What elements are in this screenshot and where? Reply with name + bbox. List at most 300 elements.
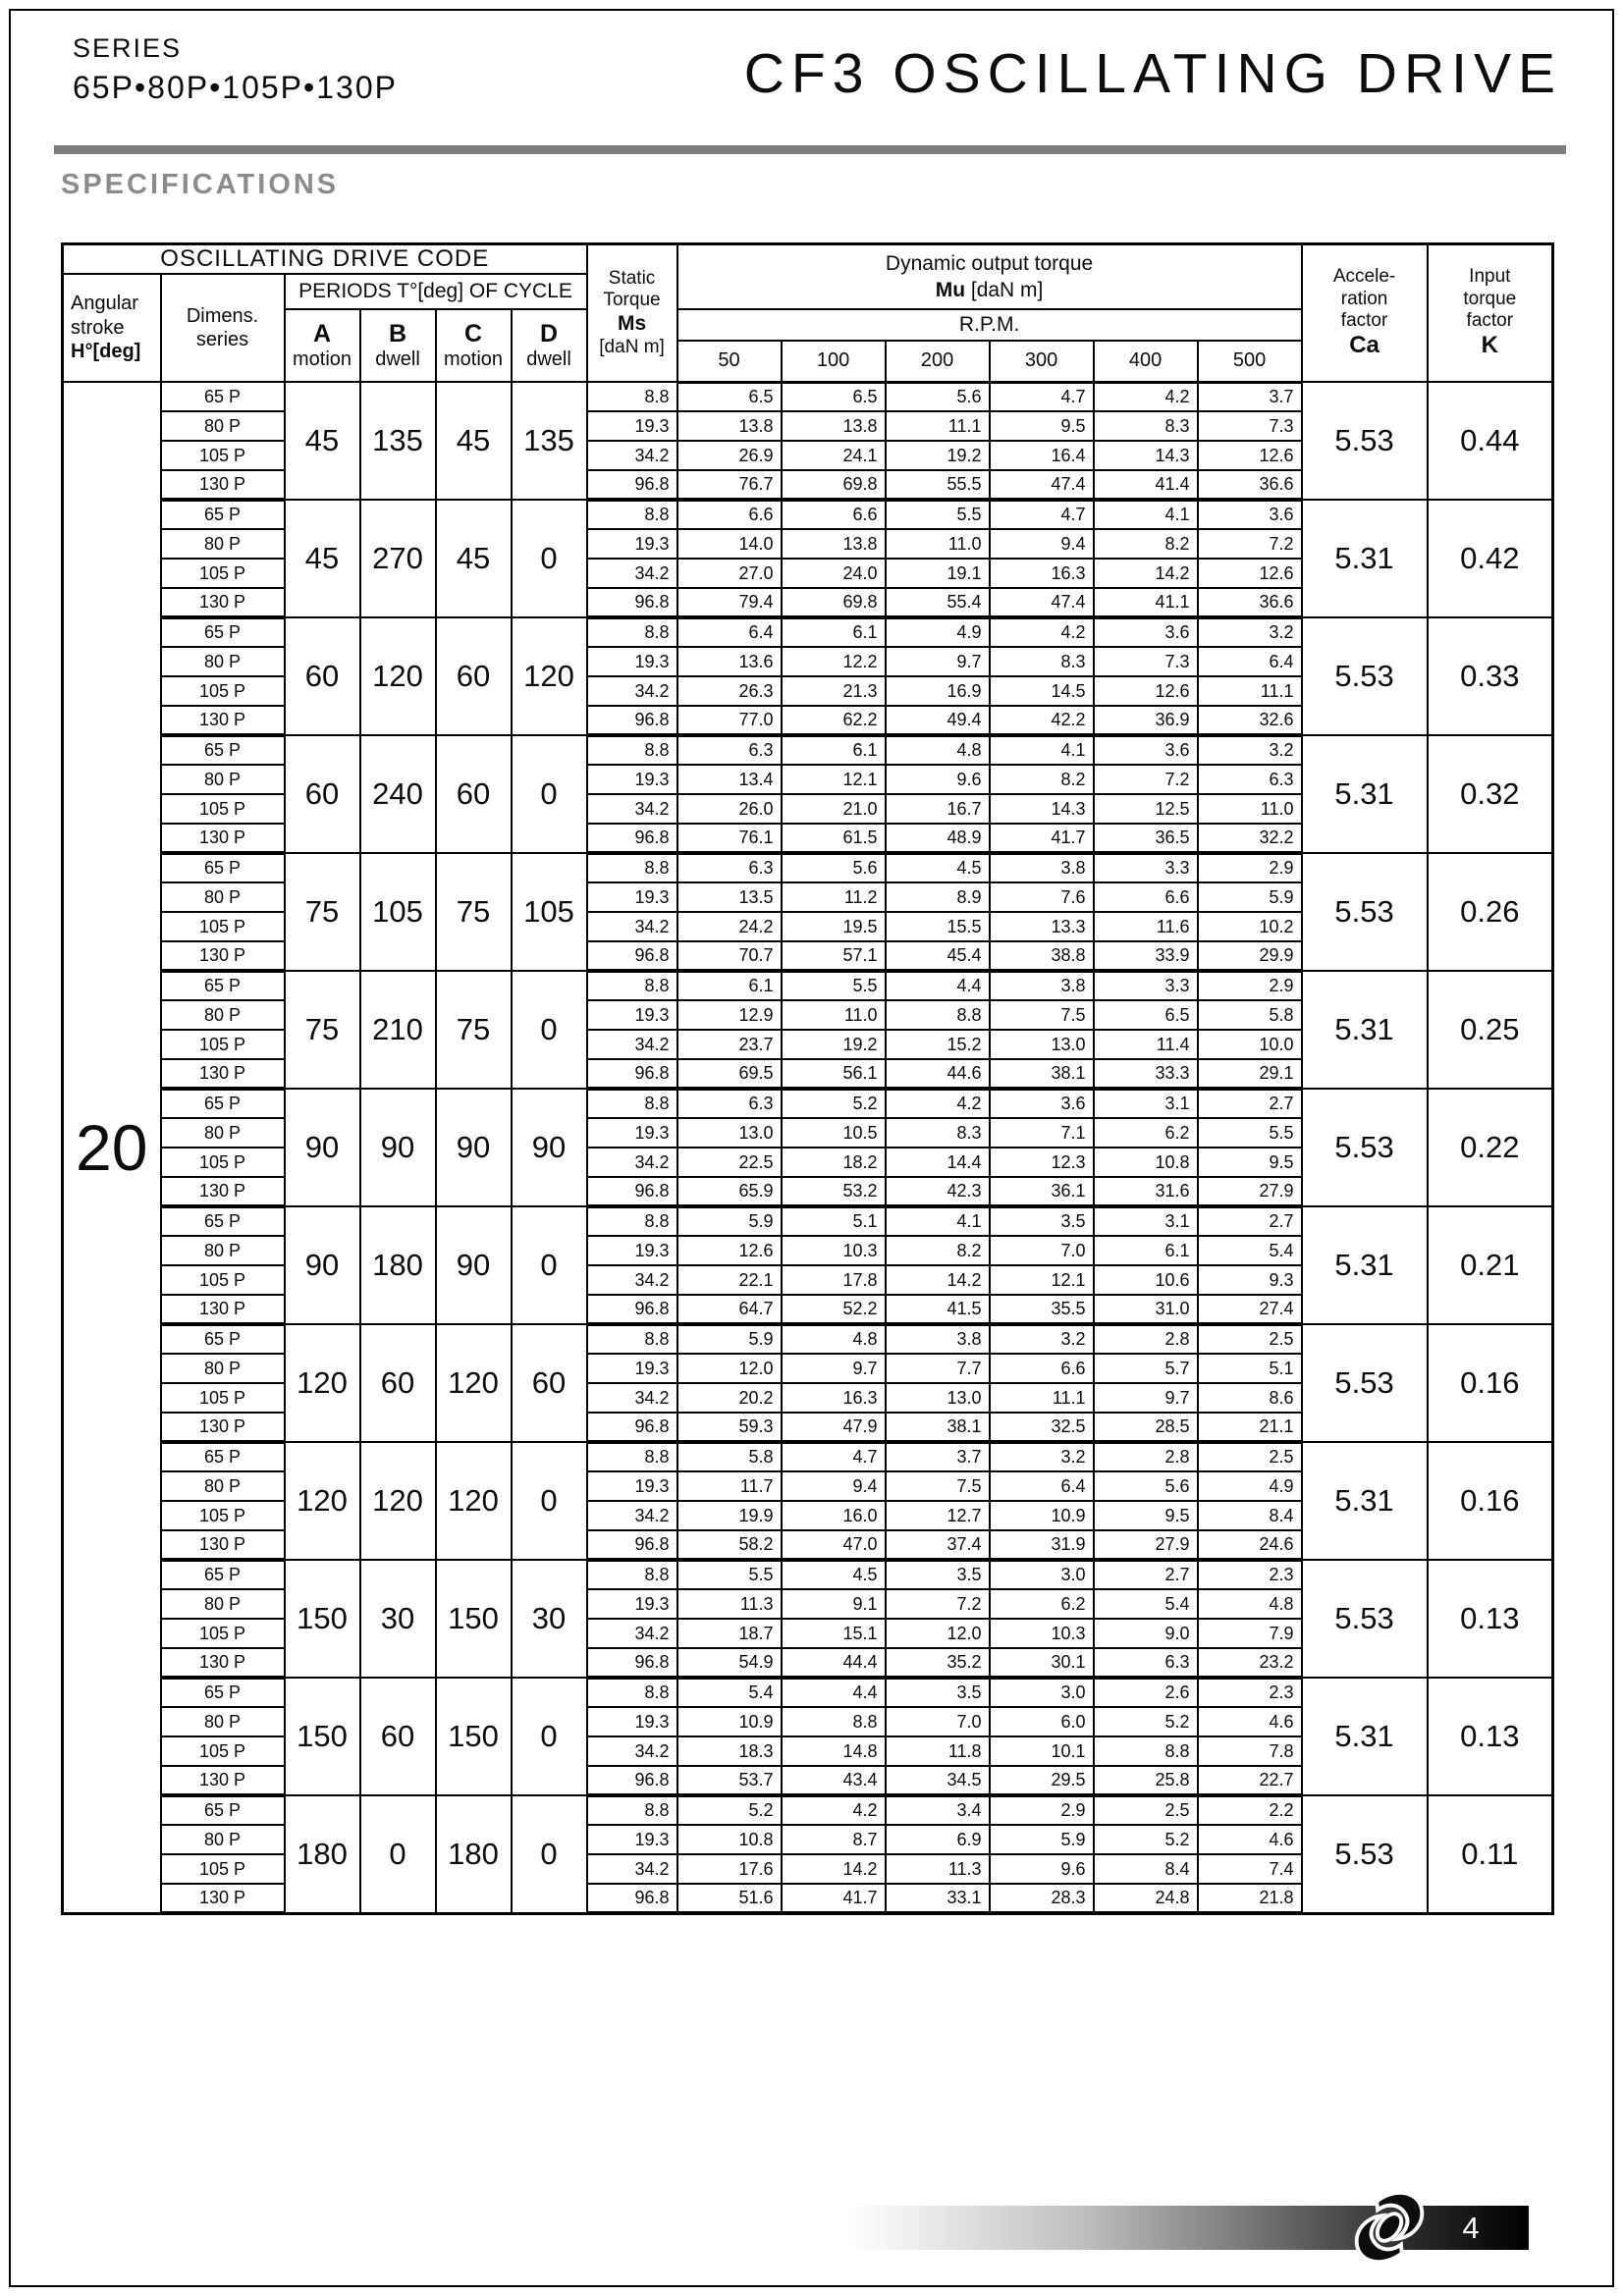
table-row (63, 1678, 1553, 1707)
torque-at-400-rpm: 33.3 (1094, 1059, 1198, 1089)
dimens-series-cell: 105 P (161, 676, 285, 706)
torque-at-300-rpm: 3.8 (990, 853, 1094, 882)
torque-at-300-rpm: 3.2 (990, 1442, 1094, 1471)
static-torque-value: 34.2 (587, 1030, 677, 1059)
torque-at-400-rpm: 14.2 (1094, 559, 1198, 588)
period-c-value: 90 (436, 1206, 512, 1324)
torque-at-400-rpm: 10.8 (1094, 1148, 1198, 1177)
torque-at-200-rpm: 37.4 (886, 1530, 990, 1560)
mu-unit: [daN m] (965, 279, 1044, 301)
dimens-series-cell: 105 P (161, 1854, 285, 1884)
period-b-value: 60 (360, 1324, 436, 1442)
torque-at-300-rpm: 42.2 (990, 706, 1094, 735)
header-dimens-series (161, 274, 285, 382)
torque-at-400-rpm: 31.0 (1094, 1295, 1198, 1324)
static-torque-value: 19.3 (587, 411, 677, 441)
static-torque-value: 8.8 (587, 1795, 677, 1825)
torque-at-300-rpm: 41.7 (990, 824, 1094, 853)
torque-at-500-rpm: 11.1 (1198, 676, 1302, 706)
period-d-value: 0 (512, 735, 587, 853)
torque-at-500-rpm: 2.3 (1198, 1560, 1302, 1589)
torque-at-50-rpm: 11.3 (677, 1589, 782, 1619)
torque-at-100-rpm: 18.2 (782, 1148, 886, 1177)
header-rpm-50: 50 (677, 341, 782, 382)
static-unit: [daN m] (599, 336, 665, 357)
period-d-value: 135 (512, 382, 587, 500)
torque-at-100-rpm: 53.2 (782, 1177, 886, 1206)
torque-at-400-rpm: 3.1 (1094, 1206, 1198, 1236)
torque-at-400-rpm: 5.2 (1094, 1825, 1198, 1854)
dimens-series-cell: 80 P (161, 1707, 285, 1736)
static-torque-value: 19.3 (587, 1825, 677, 1854)
k-symbol: K (1481, 332, 1498, 359)
torque-at-300-rpm: 3.5 (990, 1206, 1094, 1236)
torque-at-50-rpm: 6.6 (677, 500, 782, 529)
acceleration-factor-value: 5.53 (1302, 382, 1428, 500)
static-torque-value: 96.8 (587, 588, 677, 617)
torque-at-100-rpm: 21.0 (782, 794, 886, 824)
header-oscillating-drive-code: OSCILLATING DRIVE CODE (63, 244, 587, 275)
torque-at-100-rpm: 15.1 (782, 1619, 886, 1648)
torque-at-400-rpm: 6.1 (1094, 1236, 1198, 1265)
torque-at-50-rpm: 54.9 (677, 1648, 782, 1678)
torque-at-200-rpm: 14.4 (886, 1148, 990, 1177)
static-torque-value: 96.8 (587, 1766, 677, 1795)
period-c-value: 60 (436, 735, 512, 853)
torque-at-200-rpm: 3.5 (886, 1560, 990, 1589)
static-torque-value: 8.8 (587, 735, 677, 765)
input-torque-factor-value: 0.25 (1428, 971, 1553, 1089)
period-b-value: 135 (360, 382, 436, 500)
torque-at-500-rpm: 5.8 (1198, 1000, 1302, 1030)
dimens-series-cell: 130 P (161, 706, 285, 735)
torque-at-200-rpm: 49.4 (886, 706, 990, 735)
dimens-series-cell: 80 P (161, 765, 285, 794)
torque-at-100-rpm: 14.8 (782, 1736, 886, 1766)
torque-at-400-rpm: 36.5 (1094, 824, 1198, 853)
period-sub: motion (443, 347, 504, 370)
dimens-series-cell: 130 P (161, 1884, 285, 1913)
torque-at-200-rpm: 12.7 (886, 1501, 990, 1530)
static-torque-value: 34.2 (587, 559, 677, 588)
static-torque-value: 34.2 (587, 441, 677, 470)
torque-at-500-rpm: 7.9 (1198, 1619, 1302, 1648)
static-torque-value: 8.8 (587, 500, 677, 529)
torque-at-300-rpm: 35.5 (990, 1295, 1094, 1324)
torque-at-500-rpm: 5.5 (1198, 1118, 1302, 1148)
dimens-series-cell: 130 P (161, 588, 285, 617)
dimens-series-cell: 80 P (161, 411, 285, 441)
period-c-value: 120 (436, 1442, 512, 1560)
static-torque-value: 19.3 (587, 1589, 677, 1619)
period-b-value: 105 (360, 853, 436, 971)
torque-at-300-rpm: 9.4 (990, 529, 1094, 559)
torque-at-50-rpm: 53.7 (677, 1766, 782, 1795)
static-torque-value: 96.8 (587, 1884, 677, 1913)
input-line: factor (1466, 310, 1514, 332)
torque-at-200-rpm: 4.4 (886, 971, 990, 1000)
static-line: Static (608, 268, 656, 289)
dimens-series-cell: 80 P (161, 1118, 285, 1148)
dimens-series-cell: 105 P (161, 1148, 285, 1177)
torque-at-50-rpm: 6.1 (677, 971, 782, 1000)
input-torque-factor-value: 0.44 (1428, 382, 1553, 500)
torque-at-500-rpm: 2.7 (1198, 1089, 1302, 1118)
table-row (63, 853, 1553, 882)
torque-at-300-rpm: 2.9 (990, 1795, 1094, 1825)
torque-at-400-rpm: 6.5 (1094, 1000, 1198, 1030)
torque-at-50-rpm: 19.9 (677, 1501, 782, 1530)
spec-table-body (63, 382, 1553, 1913)
torque-at-500-rpm: 7.3 (1198, 411, 1302, 441)
dimens-series-cell: 105 P (161, 1619, 285, 1648)
dimens-series-cell: 80 P (161, 529, 285, 559)
dimens-series-cell: 65 P (161, 617, 285, 647)
torque-at-100-rpm: 9.7 (782, 1354, 886, 1383)
torque-at-50-rpm: 27.0 (677, 559, 782, 588)
period-a-value: 150 (285, 1560, 360, 1678)
torque-at-100-rpm: 8.8 (782, 1707, 886, 1736)
torque-at-50-rpm: 12.9 (677, 1000, 782, 1030)
torque-at-200-rpm: 5.5 (886, 500, 990, 529)
torque-at-300-rpm: 6.0 (990, 1707, 1094, 1736)
dimens-series-cell: 105 P (161, 912, 285, 941)
torque-at-300-rpm: 38.8 (990, 941, 1094, 971)
input-torque-factor-value: 0.26 (1428, 853, 1553, 971)
torque-at-500-rpm: 21.1 (1198, 1413, 1302, 1442)
dimens-series-cell: 130 P (161, 1413, 285, 1442)
dimens-series-cell: 65 P (161, 1442, 285, 1471)
period-c-value: 90 (436, 1089, 512, 1206)
torque-at-500-rpm: 32.6 (1198, 706, 1302, 735)
torque-at-200-rpm: 8.3 (886, 1118, 990, 1148)
dimens-series-cell: 80 P (161, 647, 285, 676)
torque-at-50-rpm: 24.2 (677, 912, 782, 941)
period-d-value: 60 (512, 1324, 587, 1442)
torque-at-500-rpm: 7.8 (1198, 1736, 1302, 1766)
period-letter: C (463, 320, 483, 348)
static-torque-value: 96.8 (587, 824, 677, 853)
torque-at-500-rpm: 2.5 (1198, 1324, 1302, 1354)
header-rpm-200: 200 (886, 341, 990, 382)
period-d-value: 120 (512, 617, 587, 735)
ca-symbol: Ca (1349, 332, 1380, 359)
static-torque-value: 19.3 (587, 1000, 677, 1030)
period-sub: motion (292, 347, 352, 370)
torque-at-200-rpm: 38.1 (886, 1413, 990, 1442)
torque-at-100-rpm: 61.5 (782, 824, 886, 853)
series-block (73, 33, 398, 106)
torque-at-100-rpm: 11.0 (782, 1000, 886, 1030)
input-torque-factor-value: 0.42 (1428, 500, 1553, 617)
static-torque-value: 96.8 (587, 941, 677, 971)
torque-at-100-rpm: 13.8 (782, 411, 886, 441)
accel-line: factor (1340, 310, 1388, 332)
torque-at-400-rpm: 2.7 (1094, 1560, 1198, 1589)
period-a-value: 45 (285, 500, 360, 617)
dimens-series-cell: 65 P (161, 382, 285, 411)
header-acceleration-factor (1302, 244, 1428, 383)
torque-at-200-rpm: 4.8 (886, 735, 990, 765)
period-a-value: 120 (285, 1442, 360, 1560)
torque-at-50-rpm: 12.0 (677, 1354, 782, 1383)
torque-at-400-rpm: 4.2 (1094, 382, 1198, 411)
dimens-series-cell: 80 P (161, 1354, 285, 1383)
dimens-series-cell: 65 P (161, 1324, 285, 1354)
acceleration-factor-value: 5.31 (1302, 1678, 1428, 1795)
torque-at-200-rpm: 4.2 (886, 1089, 990, 1118)
torque-at-500-rpm: 24.6 (1198, 1530, 1302, 1560)
header-period-d (512, 309, 587, 382)
torque-at-300-rpm: 13.3 (990, 912, 1094, 941)
torque-at-200-rpm: 19.1 (886, 559, 990, 588)
header-period-c (436, 309, 512, 382)
angular-line: stroke (71, 316, 125, 339)
dynamic-symbol-line (678, 277, 1301, 303)
torque-at-400-rpm: 31.6 (1094, 1177, 1198, 1206)
table-row (63, 382, 1553, 411)
dimens-series-cell: 65 P (161, 971, 285, 1000)
torque-at-300-rpm: 31.9 (990, 1530, 1094, 1560)
static-torque-value: 96.8 (587, 1530, 677, 1560)
torque-at-500-rpm: 8.6 (1198, 1383, 1302, 1413)
static-torque-value: 19.3 (587, 1354, 677, 1383)
static-torque-value: 19.3 (587, 529, 677, 559)
table-row (63, 617, 1553, 647)
torque-at-400-rpm: 6.6 (1094, 882, 1198, 912)
header-period-a (285, 309, 360, 382)
static-torque-value: 19.3 (587, 647, 677, 676)
torque-at-50-rpm: 13.8 (677, 411, 782, 441)
torque-at-100-rpm: 44.4 (782, 1648, 886, 1678)
static-torque-value: 8.8 (587, 1089, 677, 1118)
torque-at-50-rpm: 69.5 (677, 1059, 782, 1089)
torque-at-500-rpm: 9.3 (1198, 1265, 1302, 1295)
torque-at-50-rpm: 13.6 (677, 647, 782, 676)
torque-at-200-rpm: 3.7 (886, 1442, 990, 1471)
torque-at-50-rpm: 5.5 (677, 1560, 782, 1589)
torque-at-400-rpm: 3.3 (1094, 853, 1198, 882)
torque-at-500-rpm: 32.2 (1198, 824, 1302, 853)
torque-at-100-rpm: 17.8 (782, 1265, 886, 1295)
period-c-value: 75 (436, 971, 512, 1089)
torque-at-300-rpm: 12.1 (990, 1265, 1094, 1295)
period-b-value: 120 (360, 1442, 436, 1560)
torque-at-200-rpm: 7.0 (886, 1707, 990, 1736)
torque-at-500-rpm: 6.4 (1198, 647, 1302, 676)
torque-at-100-rpm: 19.5 (782, 912, 886, 941)
dimens-series-cell: 65 P (161, 1560, 285, 1589)
torque-at-100-rpm: 43.4 (782, 1766, 886, 1795)
torque-at-50-rpm: 13.4 (677, 765, 782, 794)
torque-at-100-rpm: 4.5 (782, 1560, 886, 1589)
torque-at-400-rpm: 9.5 (1094, 1501, 1198, 1530)
static-symbol: Ms (617, 311, 647, 335)
torque-at-500-rpm: 2.2 (1198, 1795, 1302, 1825)
torque-at-200-rpm: 15.5 (886, 912, 990, 941)
torque-at-500-rpm: 3.2 (1198, 735, 1302, 765)
static-torque-value: 19.3 (587, 765, 677, 794)
torque-at-100-rpm: 56.1 (782, 1059, 886, 1089)
torque-at-50-rpm: 59.3 (677, 1413, 782, 1442)
torque-at-200-rpm: 44.6 (886, 1059, 990, 1089)
torque-at-50-rpm: 13.5 (677, 882, 782, 912)
torque-at-100-rpm: 5.6 (782, 853, 886, 882)
torque-at-100-rpm: 62.2 (782, 706, 886, 735)
torque-at-100-rpm: 21.3 (782, 676, 886, 706)
dimens-series-cell: 105 P (161, 1501, 285, 1530)
torque-at-100-rpm: 24.1 (782, 441, 886, 470)
static-torque-value: 19.3 (587, 1118, 677, 1148)
static-torque-value: 8.8 (587, 382, 677, 411)
torque-at-500-rpm: 11.0 (1198, 794, 1302, 824)
torque-at-400-rpm: 3.6 (1094, 617, 1198, 647)
series-models: 65P•80P•105P•130P (73, 70, 398, 105)
torque-at-100-rpm: 16.3 (782, 1383, 886, 1413)
torque-at-100-rpm: 4.2 (782, 1795, 886, 1825)
torque-at-300-rpm: 9.6 (990, 1854, 1094, 1884)
period-sub: dwell (526, 347, 571, 370)
torque-at-100-rpm: 10.3 (782, 1236, 886, 1265)
acceleration-factor-value: 5.31 (1302, 500, 1428, 617)
torque-at-200-rpm: 19.2 (886, 441, 990, 470)
period-b-value: 210 (360, 971, 436, 1089)
torque-at-200-rpm: 11.3 (886, 1854, 990, 1884)
torque-at-400-rpm: 6.2 (1094, 1118, 1198, 1148)
torque-at-500-rpm: 29.1 (1198, 1059, 1302, 1089)
input-torque-factor-value: 0.11 (1428, 1795, 1553, 1913)
torque-at-400-rpm: 41.1 (1094, 588, 1198, 617)
torque-at-400-rpm: 5.2 (1094, 1707, 1198, 1736)
torque-at-200-rpm: 9.6 (886, 765, 990, 794)
torque-at-300-rpm: 16.4 (990, 441, 1094, 470)
dimens-series-cell: 80 P (161, 1236, 285, 1265)
torque-at-100-rpm: 6.1 (782, 735, 886, 765)
torque-at-100-rpm: 4.7 (782, 1442, 886, 1471)
torque-at-500-rpm: 29.9 (1198, 941, 1302, 971)
torque-at-400-rpm: 10.6 (1094, 1265, 1198, 1295)
torque-at-300-rpm: 6.6 (990, 1354, 1094, 1383)
torque-at-50-rpm: 22.1 (677, 1265, 782, 1295)
acceleration-factor-value: 5.53 (1302, 1560, 1428, 1678)
header-rpm-300: 300 (990, 341, 1094, 382)
period-d-value: 90 (512, 1089, 587, 1206)
torque-at-200-rpm: 11.0 (886, 529, 990, 559)
torque-at-400-rpm: 6.3 (1094, 1648, 1198, 1678)
input-torque-factor-value: 0.21 (1428, 1206, 1553, 1324)
torque-at-50-rpm: 10.9 (677, 1707, 782, 1736)
torque-at-200-rpm: 8.2 (886, 1236, 990, 1265)
torque-at-200-rpm: 15.2 (886, 1030, 990, 1059)
torque-at-400-rpm: 8.4 (1094, 1854, 1198, 1884)
period-c-value: 180 (436, 1795, 512, 1913)
torque-at-300-rpm: 3.2 (990, 1324, 1094, 1354)
torque-at-300-rpm: 4.2 (990, 617, 1094, 647)
torque-at-300-rpm: 3.8 (990, 971, 1094, 1000)
acceleration-factor-value: 5.31 (1302, 971, 1428, 1089)
torque-at-200-rpm: 45.4 (886, 941, 990, 971)
torque-at-200-rpm: 16.9 (886, 676, 990, 706)
torque-at-100-rpm: 4.4 (782, 1678, 886, 1707)
mu-symbol: Mu (935, 279, 966, 301)
torque-at-500-rpm: 7.4 (1198, 1854, 1302, 1884)
dimens-series-cell: 65 P (161, 500, 285, 529)
torque-at-300-rpm: 30.1 (990, 1648, 1094, 1678)
dimens-series-cell: 105 P (161, 1265, 285, 1295)
period-b-value: 120 (360, 617, 436, 735)
dimens-series-cell: 130 P (161, 824, 285, 853)
torque-at-400-rpm: 14.3 (1094, 441, 1198, 470)
static-torque-value: 8.8 (587, 971, 677, 1000)
torque-at-500-rpm: 21.8 (1198, 1884, 1302, 1913)
period-c-value: 75 (436, 853, 512, 971)
dimens-series-cell: 130 P (161, 1295, 285, 1324)
torque-at-200-rpm: 7.7 (886, 1354, 990, 1383)
header-static-torque (587, 244, 677, 383)
static-torque-value: 8.8 (587, 1442, 677, 1471)
period-a-value: 45 (285, 382, 360, 500)
torque-at-300-rpm: 32.5 (990, 1413, 1094, 1442)
torque-at-100-rpm: 13.8 (782, 529, 886, 559)
torque-at-500-rpm: 36.6 (1198, 470, 1302, 500)
torque-at-50-rpm: 6.3 (677, 853, 782, 882)
torque-at-400-rpm: 2.6 (1094, 1678, 1198, 1707)
torque-at-400-rpm: 28.5 (1094, 1413, 1198, 1442)
torque-at-200-rpm: 7.5 (886, 1471, 990, 1501)
static-line: Torque (603, 290, 661, 311)
series-label: SERIES (73, 33, 183, 63)
torque-at-300-rpm: 5.9 (990, 1825, 1094, 1854)
torque-at-100-rpm: 8.7 (782, 1825, 886, 1854)
torque-at-300-rpm: 47.4 (990, 588, 1094, 617)
acceleration-factor-value: 5.31 (1302, 1442, 1428, 1560)
period-b-value: 180 (360, 1206, 436, 1324)
static-torque-value: 96.8 (587, 1295, 677, 1324)
period-letter: A (312, 320, 332, 348)
torque-at-100-rpm: 52.2 (782, 1295, 886, 1324)
acceleration-factor-value: 5.31 (1302, 1206, 1428, 1324)
period-d-value: 0 (512, 1678, 587, 1795)
static-torque-value: 8.8 (587, 1206, 677, 1236)
static-torque-value: 34.2 (587, 912, 677, 941)
torque-at-100-rpm: 4.8 (782, 1324, 886, 1354)
torque-at-400-rpm: 5.4 (1094, 1589, 1198, 1619)
torque-at-400-rpm: 3.6 (1094, 735, 1198, 765)
torque-at-100-rpm: 6.5 (782, 382, 886, 411)
torque-at-500-rpm: 8.4 (1198, 1501, 1302, 1530)
torque-at-300-rpm: 36.1 (990, 1177, 1094, 1206)
torque-at-500-rpm: 2.9 (1198, 971, 1302, 1000)
torque-at-200-rpm: 6.9 (886, 1825, 990, 1854)
torque-at-400-rpm: 11.4 (1094, 1030, 1198, 1059)
torque-at-50-rpm: 26.9 (677, 441, 782, 470)
static-torque-value: 34.2 (587, 1501, 677, 1530)
static-torque-value: 34.2 (587, 676, 677, 706)
period-d-value: 0 (512, 971, 587, 1089)
torque-at-200-rpm: 35.2 (886, 1648, 990, 1678)
torque-at-50-rpm: 79.4 (677, 588, 782, 617)
header-dynamic-torque (677, 244, 1302, 310)
torque-at-50-rpm: 26.0 (677, 794, 782, 824)
table-row (63, 1442, 1553, 1471)
torque-at-100-rpm: 12.2 (782, 647, 886, 676)
table-row (63, 735, 1553, 765)
torque-at-50-rpm: 20.2 (677, 1383, 782, 1413)
torque-at-500-rpm: 4.8 (1198, 1589, 1302, 1619)
footer-bar (849, 2206, 1529, 2250)
torque-at-500-rpm: 10.0 (1198, 1030, 1302, 1059)
torque-at-50-rpm: 77.0 (677, 706, 782, 735)
